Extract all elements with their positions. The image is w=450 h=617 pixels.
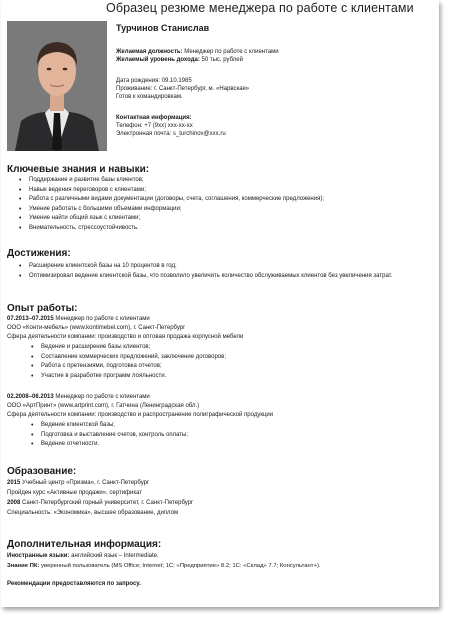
job1-header: 07.2013–07.2015 Менеджер по работе с клиентами bbox=[7, 316, 150, 322]
languages: Иностранные языки: английский язык – Intermediate. bbox=[7, 553, 159, 559]
job1-duties bbox=[29, 343, 226, 381]
candidate-name: Турчинов Станислав bbox=[116, 23, 210, 33]
education-line-4: Специальность: «Экономика», высшее образование, диплом bbox=[7, 510, 179, 516]
email: Электронная почта: s_turchinov@xxx.ru bbox=[116, 131, 226, 137]
contacts-heading: Контактная информация: bbox=[116, 115, 192, 121]
portrait-illustration bbox=[7, 21, 107, 151]
list-item: • Поддержание и развитие базы клиентов; bbox=[17, 176, 324, 186]
job2-sphere: Сфера деятельности компании: производство и распространение полиграфической продукции bbox=[7, 412, 274, 418]
achievement-text: Оптимизировал ведение клиентской базы, что позволило увеличить количество обслуживаемых клиентов без увеличения затрат. bbox=[29, 273, 393, 279]
bullet: • bbox=[19, 273, 22, 280]
education-line-3: 2008 Санкт-Петербургский горный университет, г. Санкт-Петербург bbox=[7, 500, 194, 506]
job2-header: 02.2008–06.2013 Менеджер по работе с клиентами bbox=[7, 394, 150, 400]
list-item: • Ведение и расширение базы клиентов; bbox=[29, 343, 226, 353]
list-item: • Участие в разработке программ лояльности. bbox=[29, 372, 226, 382]
skills-title: Ключевые знания и навыки: bbox=[7, 164, 150, 175]
list-item: • Ведение клиентской базы; bbox=[29, 421, 188, 431]
travel-readiness: Готов к командировкам. bbox=[116, 94, 183, 100]
list-item: • Расширение клиентской базы на 10 процентов в год; bbox=[17, 262, 177, 272]
job1-company: ООО «Конти-мебель» (www.kontimebel.com), г. Санкт-Петербург bbox=[7, 325, 186, 331]
job2-duties bbox=[29, 421, 188, 450]
list-item: • Умение работать с большими объемами информации; bbox=[17, 205, 324, 215]
phone: Телефон: +7 (9xx) xxx-xx-xx bbox=[116, 123, 193, 129]
list-item: • Работа с претензиями, подготовка отчетов; bbox=[29, 362, 226, 372]
education-title: Образование: bbox=[7, 466, 77, 477]
education-line-1: 2015 Учебный центр «Призма», г. Санкт-Петербург bbox=[7, 480, 150, 486]
list-item: • Ведение отчетности. bbox=[29, 440, 188, 450]
job2-company: ООО «АртПринт» (www.artprint.com), г. Гатчина (Ленинградская обл.) bbox=[7, 403, 200, 409]
desired-position: Желаемая должность: Менеджер по работе с клиентами bbox=[116, 49, 279, 55]
experience-title: Опыт работы: bbox=[7, 303, 78, 314]
achievements-title: Достижения: bbox=[7, 248, 71, 259]
job1-sphere: Сфера деятельности компании: производство и оптовая продажа корпусной мебели bbox=[7, 334, 244, 340]
education-line-2: Пройден курс «Активные продажи», сертификат bbox=[7, 490, 143, 496]
recommendations: Рекомендации предоставляются по запросу. bbox=[7, 581, 141, 587]
portrait-photo bbox=[7, 21, 107, 151]
birth-date: Дата рождения: 09.10.1985 bbox=[116, 78, 192, 84]
resume-page bbox=[1, 0, 439, 607]
document-title: Образец резюме менеджера по работе с клиентами bbox=[106, 1, 414, 15]
desired-salary: Желаемый уровень дохода: 50 тыс. рублей bbox=[116, 57, 243, 63]
pc-skills: Знание ПК: уверенный пользователь (MS Office; Internet; 1С: «Предприятие» 8.2; 1С: «Склад» 7.7; Консультант+). bbox=[7, 563, 321, 569]
residence: Проживание: г. Санкт-Петербург, м. «Нарвская» bbox=[116, 86, 250, 92]
list-item: • Внимательность, стрессоустойчивость. bbox=[17, 224, 324, 234]
list-item: • Подготовка и выставление счетов, контроль оплаты; bbox=[29, 431, 188, 441]
list-item: • Работа с различными видами документации (договоры, счета, соглашения, коммерческие предложения); bbox=[17, 195, 324, 205]
list-item: • Навык ведения переговоров с клиентами; bbox=[17, 186, 324, 196]
additional-title: Дополнительная информация: bbox=[7, 539, 162, 550]
list-item: • Умение найти общий язык с клиентами; bbox=[17, 214, 324, 224]
skills-list bbox=[17, 176, 324, 234]
achievements-list bbox=[17, 262, 177, 272]
list-item: • Составление коммерческих предложений, заключение договоров; bbox=[29, 353, 226, 363]
